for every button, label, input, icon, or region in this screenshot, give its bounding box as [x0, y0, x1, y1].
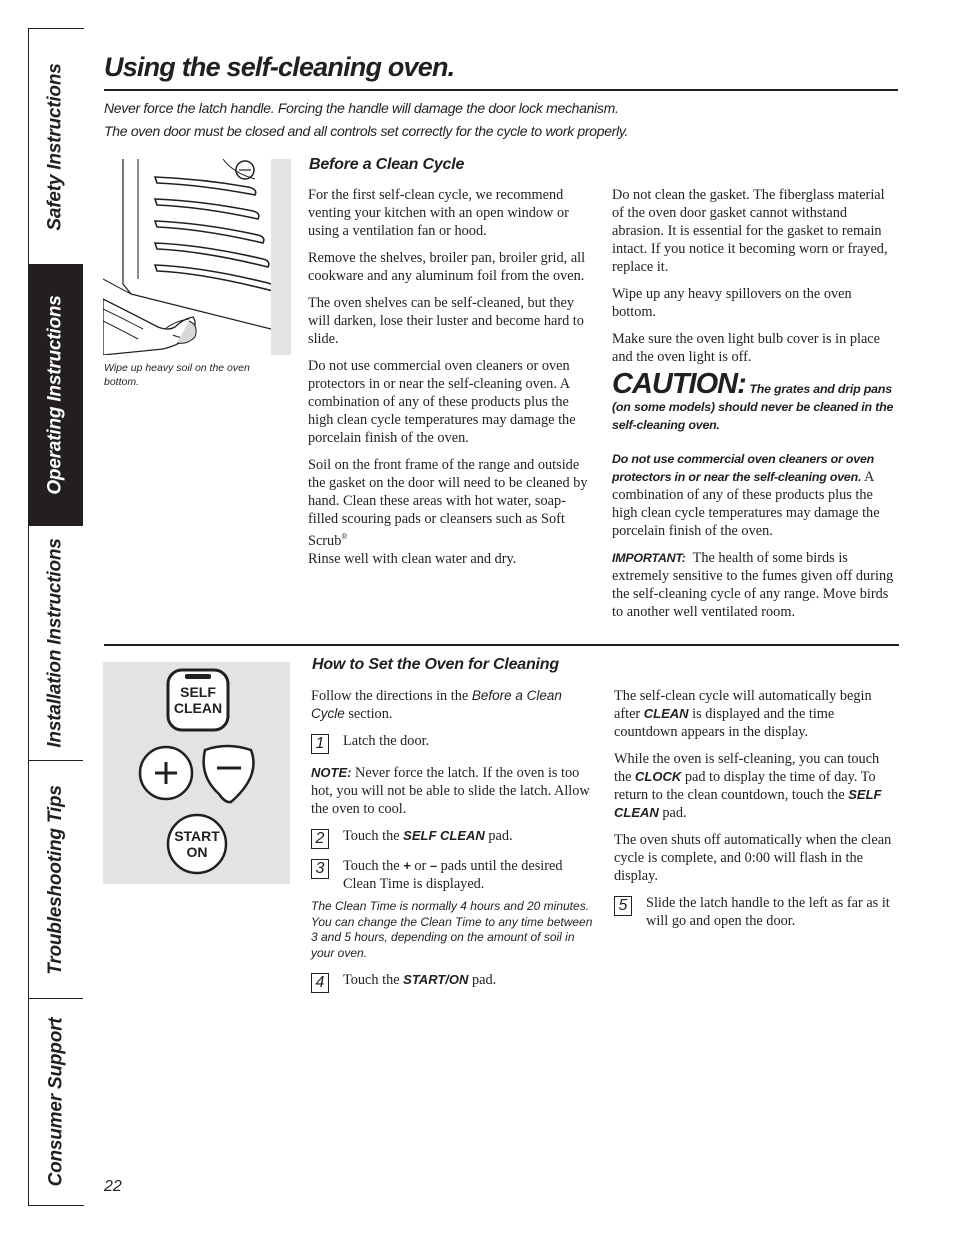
before-clean-column-2	[612, 186, 899, 630]
step-text-part: or	[414, 858, 427, 874]
how-to-heading: How to Set the Oven for Cleaning	[312, 656, 559, 673]
paragraph: Do not clean the gasket. The fiberglass material of the oven door gasket cannot withstand abrasion. It is essential for the gasket to remain intact. If you notice it becoming worn or frayed, replace it.	[612, 187, 888, 275]
section-reference: Before a Clean Cycle	[311, 688, 562, 721]
start-label: START	[174, 828, 220, 844]
caution-block-2	[612, 450, 899, 540]
start-on-key: START/ON	[403, 972, 469, 987]
step-3	[311, 857, 596, 893]
oven-wipe-illustration	[103, 159, 291, 355]
section-divider	[104, 644, 899, 646]
step-number: 1	[311, 734, 329, 754]
paragraph: The oven shelves can be self-cleaned, but they will darken, lose their luster and become hard to slide.	[308, 295, 584, 347]
before-clean-column-1	[308, 186, 593, 577]
title-divider	[104, 89, 898, 91]
caution-label: CAUTION:	[612, 368, 746, 400]
tab-label: Safety Instructions	[45, 62, 66, 231]
illustration-caption: Wipe up heavy soil on the oven bottom.	[104, 362, 250, 388]
caution-block	[612, 368, 899, 434]
follow-text: Follow the directions in the	[311, 688, 469, 704]
tab-installation-instructions[interactable]	[29, 526, 83, 761]
caution-detail: A combination of any of these products plus the high clean cycle temperatures may damage the porcelain finish of the oven.	[612, 469, 880, 539]
caution-text: The grates and drip pans (on some models) should never be cleaned in the self-cleaning oven.	[612, 382, 894, 432]
keypad-illustration	[103, 662, 290, 884]
soil-text: Soil on the front frame of the range and outside the gasket on the door will need to be cleaned by hand. Clean these areas with hot water, soap-filled scouring pads or cleansers such as Soft Scrub	[308, 457, 588, 549]
paragraph-text: is displayed and the time countdown appears in the display.	[614, 706, 835, 740]
step-text: Slide the latch handle to the left as far as it will go and open the door.	[646, 895, 890, 929]
tab-consumer-support[interactable]	[29, 999, 83, 1205]
step-4	[311, 971, 596, 993]
self-label: SELF	[180, 684, 216, 700]
tab-troubleshooting-tips[interactable]	[29, 761, 83, 999]
tab-label: Operating Instructions	[45, 295, 66, 495]
step-text-part: Touch the	[343, 972, 400, 988]
step-text-part: pad.	[488, 828, 513, 844]
tab-label: Installation Instructions	[45, 538, 66, 748]
plus-key: +	[403, 858, 411, 873]
section-tabs	[28, 28, 84, 1206]
start-on-pad	[168, 828, 226, 860]
note-label: NOTE:	[311, 765, 352, 780]
paragraph: For the first self-clean cycle, we recommend venting your kitchen with an open window or using a ventilation fan or hood.	[308, 187, 569, 239]
intro-warning: Never force the latch handle. Forcing the handle will damage the door lock mechanism.	[104, 100, 619, 116]
caution-warning: Do not use commercial oven cleaners or oven protectors in or near the self-cleaning oven.	[612, 452, 875, 484]
step-number: 2	[311, 829, 329, 849]
important-text: The health of some birds is extremely sensitive to the fumes given off during the self-cleaning cycle of any range. Move birds to another well ventilated room.	[612, 550, 894, 620]
step-text	[343, 857, 596, 893]
step-number: 3	[311, 859, 329, 879]
step-number: 5	[614, 896, 632, 916]
tab-safety-instructions[interactable]	[29, 29, 83, 265]
paragraph-text: The self-clean cycle will automatically begin after	[614, 688, 872, 722]
tab-label: Consumer Support	[45, 1017, 67, 1187]
self-clean-key: SELF CLEAN	[403, 828, 485, 843]
paragraph: Wipe up any heavy spillovers on the oven bottom.	[612, 286, 852, 320]
on-label: ON	[186, 844, 208, 860]
important-paragraph	[612, 549, 899, 621]
rinse-text: Rinse well with clean water and dry.	[308, 550, 517, 567]
step-text-part: pad.	[471, 972, 497, 988]
intro-note: The oven door must be closed and all controls set correctly for the cycle to work properly.	[104, 123, 629, 139]
page-number: 22	[104, 1178, 122, 1195]
tab-operating-instructions[interactable]	[29, 265, 83, 526]
important-label: IMPORTANT:	[612, 551, 686, 565]
how-to-column-2	[614, 687, 899, 938]
self-clean-pad	[168, 684, 228, 716]
step-text-part: Touch the	[343, 858, 400, 874]
step-text	[343, 971, 496, 989]
paragraph: Make sure the oven light bulb cover is in place and the oven light is off.	[612, 331, 880, 365]
clock-key: CLOCK	[635, 769, 682, 784]
step-2	[311, 827, 596, 849]
step-text: Latch the door.	[343, 733, 430, 749]
clean-time-note: The Clean Time is normally 4 hours and 20 minutes. You can change the Clean Time to any time between 3 and 5 hours, depending on the amount of soil in your oven.	[311, 899, 593, 960]
step-text-part: Touch the	[343, 828, 400, 844]
step-1	[311, 732, 596, 754]
how-to-column-1	[311, 687, 596, 1001]
follow-text-end: section.	[348, 706, 393, 722]
paragraph-text: While the oven is self-cleaning, you can touch the	[614, 751, 880, 785]
paragraph	[308, 456, 593, 568]
paragraph: The oven shuts off automatically when the clean cycle is complete, and 0:00 will flash in the display.	[614, 832, 892, 884]
step-number: 4	[311, 973, 329, 993]
registered-mark: ®	[341, 532, 348, 541]
before-clean-heading: Before a Clean Cycle	[309, 156, 465, 173]
paragraph	[614, 687, 899, 741]
step-text	[343, 827, 513, 845]
oven-interior-image	[103, 159, 291, 355]
minus-key: –	[429, 858, 438, 873]
page-title: Using the self-cleaning oven.	[104, 52, 455, 82]
self-clean-key: SELF CLEAN	[614, 787, 882, 820]
paragraph: Remove the shelves, broiler pan, broiler grid, all cookware and any aluminum foil from the oven.	[308, 250, 586, 284]
paragraph: Do not use commercial oven cleaners or oven protectors in or near the self-cleaning oven. A combination of any of these products plus the high clean cycle temperatures may damage the porcelain finish of the oven.	[308, 358, 576, 446]
clean-label: CLEAN	[173, 700, 223, 716]
step-5	[614, 894, 899, 930]
note-paragraph	[311, 764, 596, 818]
step-text-part: pads until the desired Clean Time is displayed.	[343, 858, 563, 892]
paragraph	[311, 687, 596, 723]
clean-key: CLEAN	[643, 706, 689, 721]
paragraph-text: pad.	[662, 805, 687, 821]
tab-label: Troubleshooting Tips	[45, 784, 66, 975]
paragraph	[614, 750, 899, 822]
paragraph-text: pad to display the time of day. To return to the clean countdown, touch the	[614, 769, 876, 803]
note-text: Never force the latch. If the oven is too hot, you will not be able to slide the latch. Allow the oven to cool.	[311, 765, 590, 817]
